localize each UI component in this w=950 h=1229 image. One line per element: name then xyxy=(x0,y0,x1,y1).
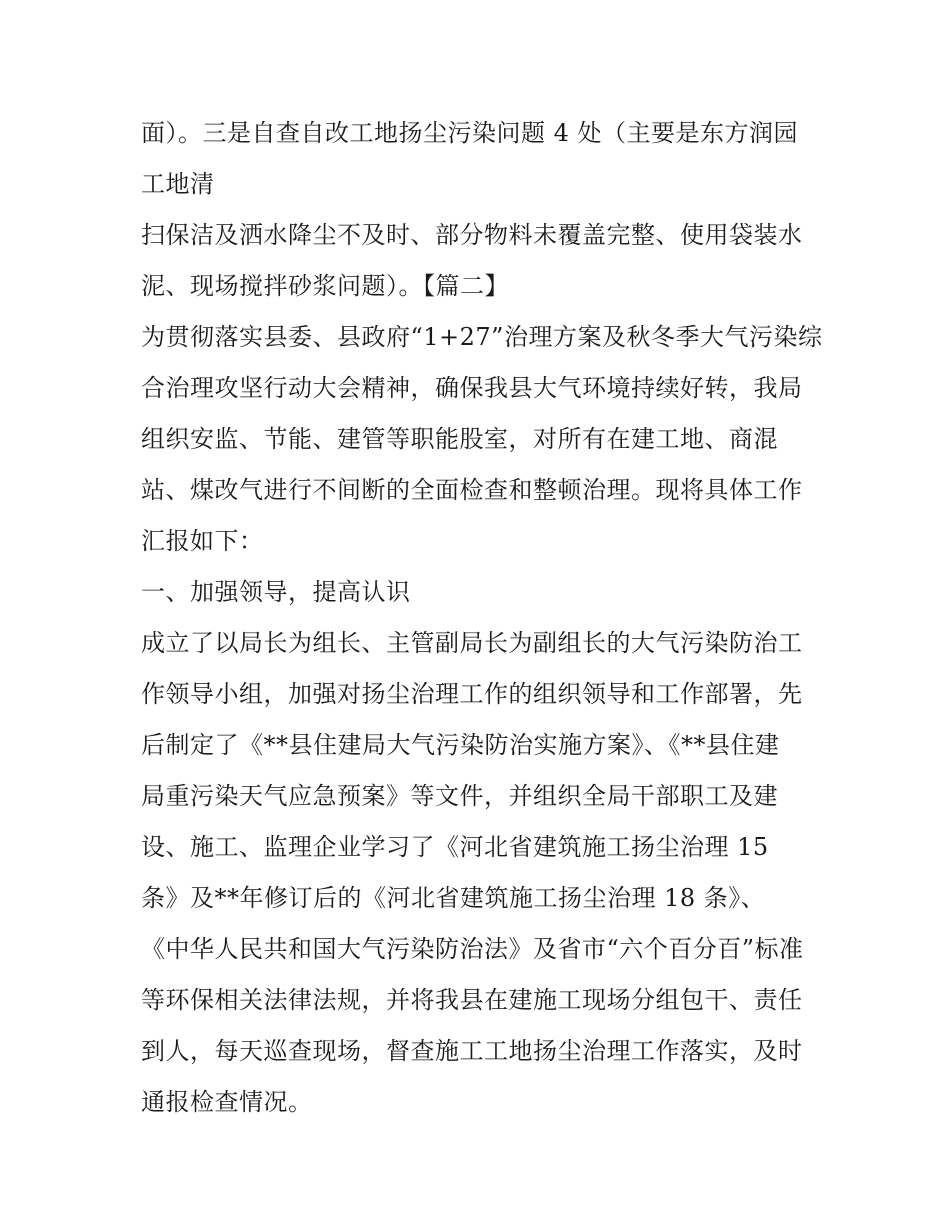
text-line: 泥、现场搅拌砂浆问题）。【篇二】 xyxy=(141,272,509,300)
text-line: 作领导小组，加强对扬尘治理工作的组织领导和工作部署，先 xyxy=(141,680,803,708)
text-line: 设、施工、监理企业学习了《河北省建筑施工扬尘治理 15 xyxy=(141,833,769,861)
text-line: 到人，每天巡查现场，督查施工工地扬尘治理工作落实，及时 xyxy=(141,1037,803,1065)
text-line: 组织安监、节能、建管等职能股室，对所有在建工地、商混 xyxy=(141,425,778,453)
text-line: 扫保洁及洒水降尘不及时、部分物料未覆盖完整、使用袋装水 xyxy=(141,221,803,249)
text-line: 通报检查情况。 xyxy=(141,1088,313,1116)
text-line: 站、煤改气进行不间断的全面检查和整顿治理。现将具体工作 xyxy=(141,476,803,504)
text-line: 汇报如下： xyxy=(141,527,264,555)
text-line: 为贯彻落实县委、县政府“1+27”治理方案及秋冬季大气污染综 xyxy=(141,323,823,351)
text-line: 后制定了《**县住建局大气污染防治实施方案》、《**县住建 xyxy=(141,731,780,759)
section-heading: 一、加强领导，提高认识 xyxy=(141,578,411,606)
text-line: 《中华人民共和国大气污染防治法》及省市“六个百分百”标准 xyxy=(141,935,804,963)
text-line: 合治理攻坚行动大会精神，确保我县大气环境持续好转，我局 xyxy=(141,374,803,402)
text-line: 条》及**年修订后的《河北省建筑施工扬尘治理 18 条》、 xyxy=(141,884,766,912)
text-line: 工地清 xyxy=(141,170,215,198)
document-body xyxy=(141,108,821,1128)
text-line: 等环保相关法律法规，并将我县在建施工现场分组包干、责任 xyxy=(141,986,803,1014)
text-line: 成立了以局长为组长、主管副局长为副组长的大气污染防治工 xyxy=(141,629,803,657)
text-line: 面）。三是自查自改工地扬尘污染问题 4 处（主要是东方润园 xyxy=(141,119,799,147)
text-line: 局重污染天气应急预案》等文件，并组织全局干部职工及建 xyxy=(141,782,778,810)
